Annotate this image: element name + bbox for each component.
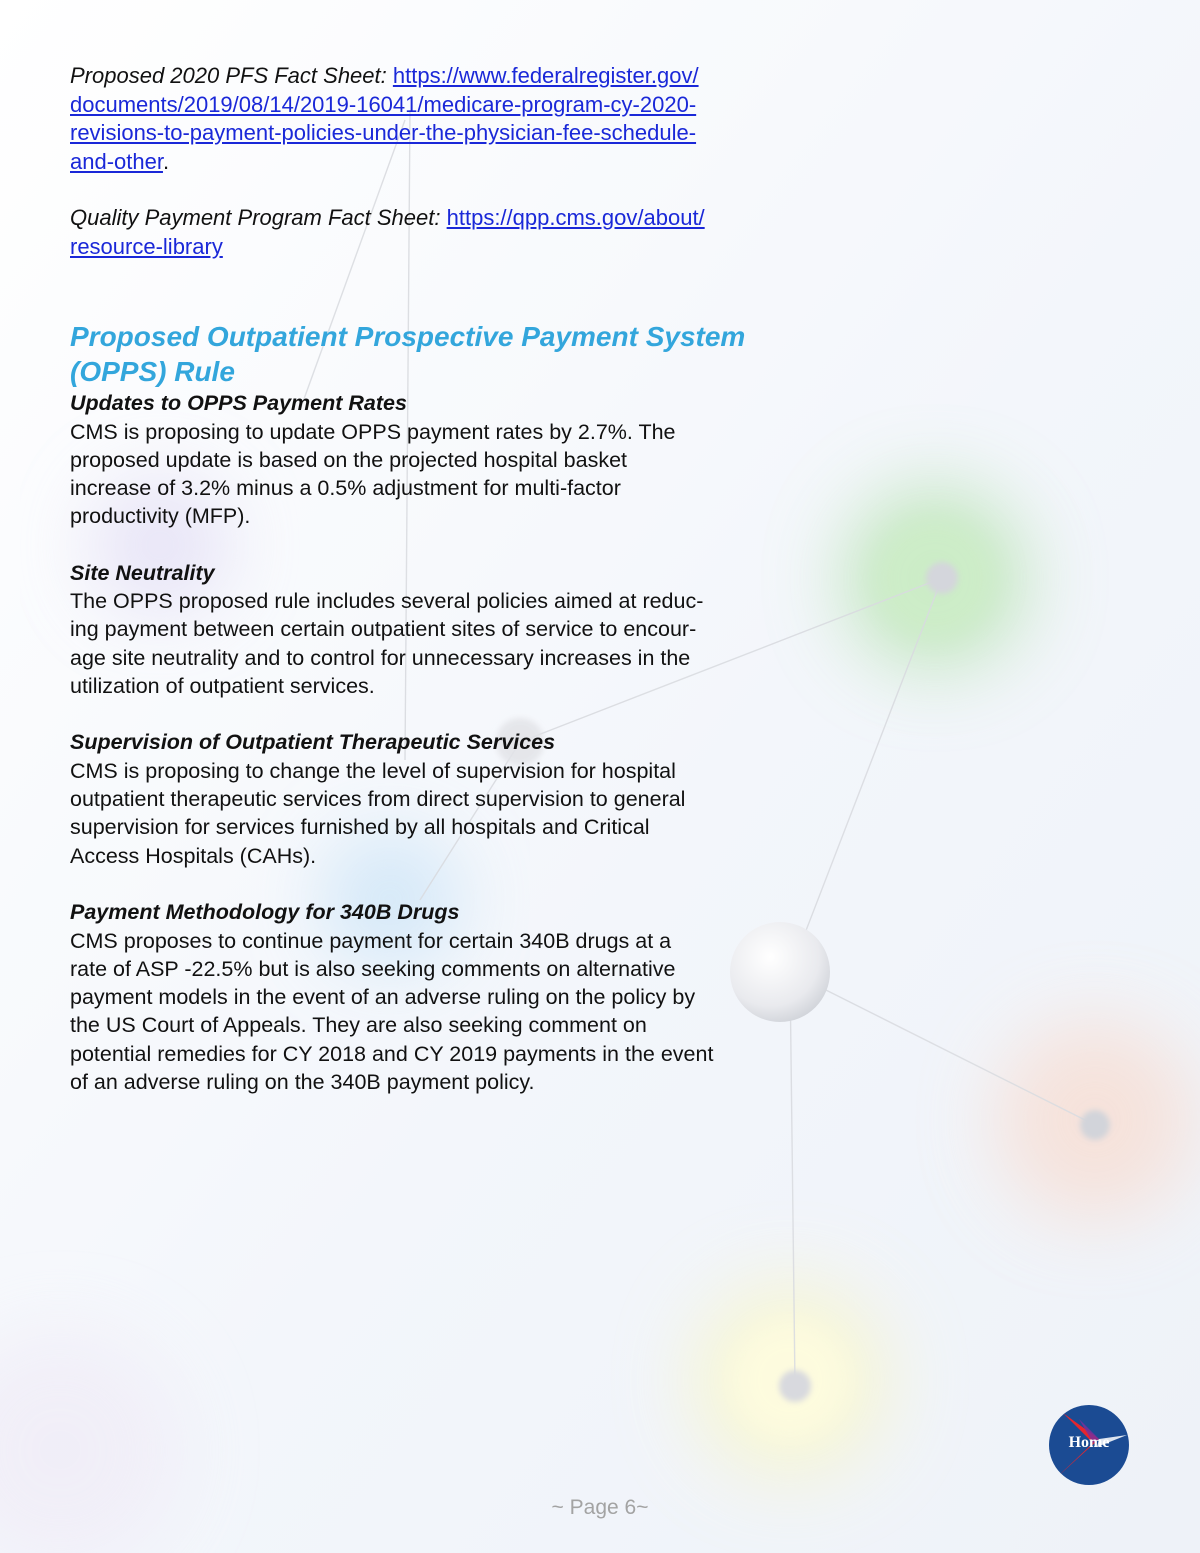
paragraph-line: increase of 3.2% minus a 0.5% adjustment for multi-factor — [70, 476, 621, 501]
page-content — [70, 62, 770, 1096]
paragraph-line: payment models in the event of an adverse ruling on the policy by — [70, 985, 696, 1010]
block-heading: Site Neutrality — [70, 560, 215, 585]
link-line: documents/2019/08/14/2019-16041/medicare-program-cy-2020- — [70, 91, 697, 117]
paragraph-line: utilization of outpatient services. — [70, 674, 375, 699]
paragraph-line: outpatient therapeutic services from direct supervision to general — [70, 787, 686, 812]
link-line: revisions-to-payment-policies-under-the-physician-fee-schedule- — [70, 120, 697, 145]
paragraph-line: age site neutrality and to control for unnecessary increases in the — [70, 645, 691, 670]
section-block-supervision — [70, 728, 770, 870]
block-paragraph — [70, 927, 770, 1097]
paragraph-line: supervision for services furnished by all hospitals and Critical — [70, 815, 650, 840]
reference-trailing-period: . — [162, 148, 170, 174]
paragraph-line: rate of ASP -22.5% but is also seeking comments on alternative — [70, 956, 676, 981]
paragraph-line: of an adverse ruling on the 340B payment policy. — [70, 1070, 535, 1095]
reference-label: Proposed 2020 PFS Fact Sheet: — [70, 63, 387, 88]
block-paragraph — [70, 757, 770, 870]
paragraph-line: proposed update is based on the projected hospital basket — [70, 447, 628, 472]
link-line: and-other — [70, 148, 163, 174]
paragraph-line: CMS is proposing to update OPPS payment rates by 2.7%. The — [70, 419, 676, 444]
section-block-opps-rates — [70, 389, 770, 531]
link-line: resource-library — [70, 233, 223, 259]
paragraph-line: ing payment between certain outpatient sites of service to encour- — [70, 617, 697, 642]
paragraph-line: The OPPS proposed rule includes several policies aimed at reduc- — [70, 589, 704, 614]
section-block-site-neutrality — [70, 559, 770, 701]
block-paragraph — [70, 418, 770, 531]
reference-label: Quality Payment Program Fact Sheet: — [70, 205, 441, 230]
paragraph-line: the US Court of Appeals. They are also seeking comment on — [70, 1013, 647, 1038]
section-block-340b-drugs — [70, 898, 770, 1096]
link-line: https://www.federalregister.gov/ — [392, 63, 699, 88]
home-button-label: Home — [1068, 1434, 1110, 1451]
paragraph-line: potential remedies for CY 2018 and CY 2019 payments in the event — [70, 1041, 714, 1066]
paragraph-line: productivity (MFP). — [70, 504, 251, 529]
section-title — [70, 319, 770, 389]
reference-qpp-fact-sheet — [70, 204, 770, 261]
section-title-line: (OPPS) Rule — [70, 356, 235, 387]
paragraph-line: CMS is proposing to change the level of supervision for hospital — [70, 758, 676, 783]
link-line: https://qpp.cms.gov/about/ — [446, 205, 705, 230]
block-heading: Updates to OPPS Payment Rates — [70, 391, 407, 415]
reference-pfs-fact-sheet — [70, 62, 770, 176]
home-button[interactable] — [1049, 1405, 1129, 1485]
page-number: ~ Page 6~ — [551, 1496, 649, 1519]
paragraph-line: CMS proposes to continue payment for certain 340B drugs at a — [70, 928, 672, 953]
section-title-line: Proposed Outpatient Prospective Payment System — [70, 321, 746, 352]
block-heading: Payment Methodology for 340B Drugs — [70, 900, 460, 925]
block-heading: Supervision of Outpatient Therapeutic Services — [70, 730, 556, 755]
paragraph-line: Access Hospitals (CAHs). — [70, 843, 317, 868]
block-paragraph — [70, 587, 770, 700]
